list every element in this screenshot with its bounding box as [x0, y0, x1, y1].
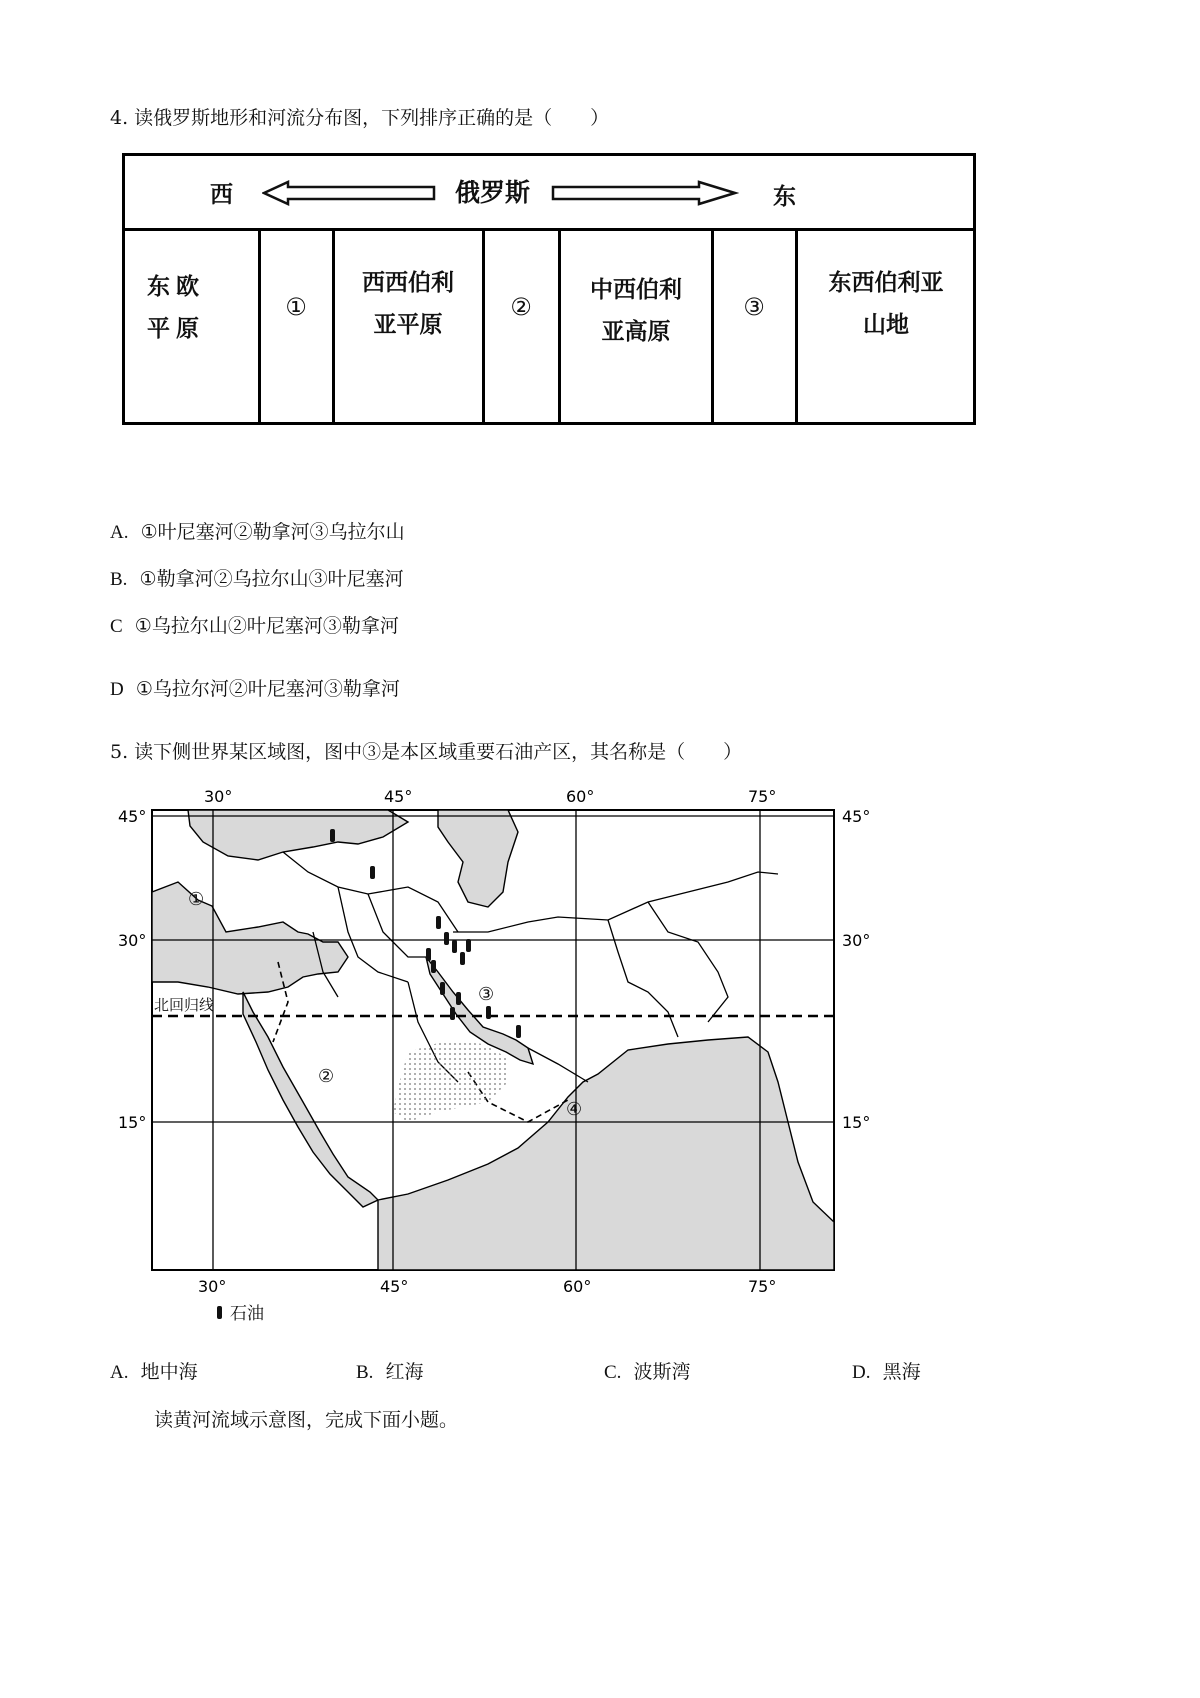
oil-well-icon — [444, 932, 449, 945]
cell-central-siberian-plateau: 中西伯利 亚高原 — [590, 277, 682, 345]
oil-well-icon — [426, 948, 431, 961]
lon-label-75-top: 75° — [748, 787, 777, 806]
legend-oil-icon — [217, 1306, 222, 1319]
lat-label-45-right: 45° — [842, 807, 871, 826]
lon-label-75-bottom: 75° — [748, 1277, 777, 1296]
legend-oil-label: 石油 — [230, 1304, 264, 1322]
middle-east-map — [108, 782, 888, 1322]
oil-well-icon — [486, 1006, 491, 1019]
oil-well-icon — [450, 1007, 455, 1020]
q4-option-c[interactable]: C ①乌拉尔山②叶尼塞河③勒拿河 — [110, 615, 399, 637]
oil-well-icon — [466, 939, 471, 952]
oil-well-icon — [330, 829, 335, 842]
east-label: 东 — [773, 184, 796, 210]
oil-well-icon — [436, 916, 441, 929]
marker-4: ④ — [566, 1099, 583, 1120]
q4-option-b[interactable]: B. ①勒拿河②乌拉尔山③叶尼塞河 — [110, 568, 404, 590]
oil-well-icon — [456, 992, 461, 1005]
west-label: 西 — [210, 182, 233, 208]
cell-west-siberian-plain: 西西伯利 亚平原 — [362, 270, 454, 338]
lon-label-45-top: 45° — [384, 787, 413, 806]
question-4-text: 4. 读俄罗斯地形和河流分布图，下列排序正确的是（ ） — [110, 107, 610, 129]
russia-terrain-table — [122, 153, 976, 425]
q5-option-d[interactable]: D. 黑海 — [852, 1361, 921, 1383]
q4-option-a[interactable]: A. ①叶尼塞河②勒拿河③乌拉尔山 — [110, 521, 405, 543]
yellow-river-intro: 读黄河流域示意图，完成下面小题。 — [154, 1409, 459, 1431]
lat-label-45-left: 45° — [118, 807, 147, 826]
lat-label-15-left: 15° — [118, 1113, 147, 1132]
cell-marker-1: ① — [285, 293, 307, 321]
lon-label-60-top: 60° — [566, 787, 595, 806]
cell-marker-3: ③ — [743, 293, 765, 321]
cell-east-siberian-mountains: 东西伯利亚 山地 — [828, 270, 944, 338]
west-arrow-icon — [262, 178, 442, 208]
cell-marker-2: ② — [510, 293, 532, 321]
cell-east-european-plain: 东欧 平原 — [147, 274, 205, 342]
oil-well-icon — [440, 982, 445, 995]
lon-label-30-bottom: 30° — [198, 1277, 227, 1296]
table-header — [125, 156, 973, 231]
east-arrow-icon — [549, 178, 739, 208]
marker-3: ③ — [478, 984, 495, 1005]
oil-well-icon — [460, 952, 465, 965]
oil-well-icon — [370, 866, 375, 879]
q5-option-c[interactable]: C. 波斯湾 — [604, 1361, 691, 1383]
q5-option-a[interactable]: A. 地中海 — [110, 1361, 198, 1383]
lat-label-30-left: 30° — [118, 931, 147, 950]
q5-option-b[interactable]: B. 红海 — [356, 1361, 424, 1383]
oil-well-icon — [452, 940, 457, 953]
lon-label-45-bottom: 45° — [380, 1277, 409, 1296]
lon-label-60-bottom: 60° — [563, 1277, 592, 1296]
oil-well-icon — [516, 1025, 521, 1038]
tropic-of-cancer-label: 北回归线 — [154, 996, 215, 1014]
table-title: 俄罗斯 — [455, 178, 531, 207]
marker-1: ① — [188, 889, 205, 910]
marker-2: ② — [318, 1066, 335, 1087]
question-5-text: 5. 读下侧世界某区域图，图中③是本区域重要石油产区，其名称是（ ） — [110, 741, 743, 763]
q4-option-d[interactable]: D ①乌拉尔河②叶尼塞河③勒拿河 — [110, 678, 400, 700]
oil-well-icon — [431, 960, 436, 973]
lat-label-15-right: 15° — [842, 1113, 871, 1132]
lat-label-30-right: 30° — [842, 931, 871, 950]
lon-label-30-top: 30° — [204, 787, 233, 806]
